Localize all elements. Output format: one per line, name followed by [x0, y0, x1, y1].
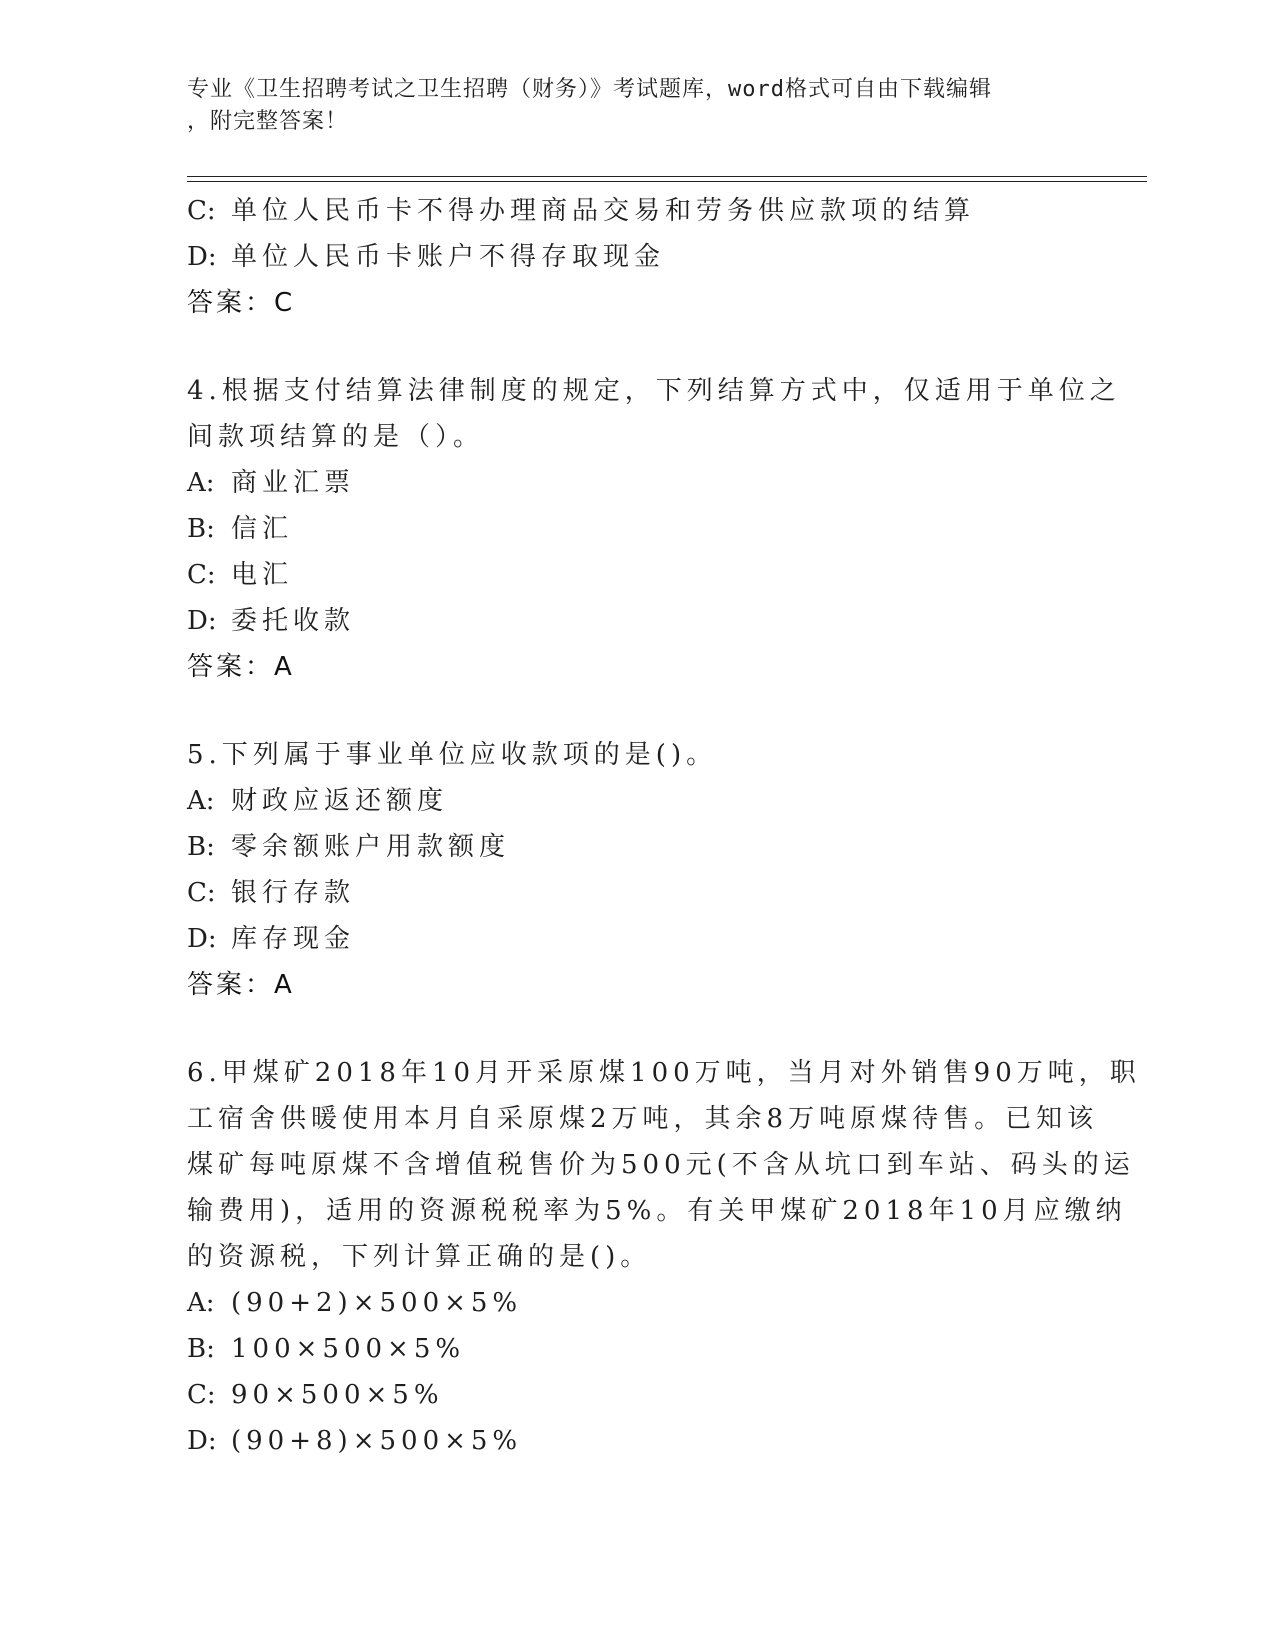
option-text: (90+8)×500×5% [231, 1426, 523, 1456]
question-stem: 输费用)，适用的资源税税率为5%。有关甲煤矿2018年10月应缴纳 [187, 1196, 1127, 1226]
question-stem: 4.根据支付结算法律制度的规定，下列结算方式中，仅适用于单位之 [187, 376, 1121, 406]
option-text: 财政应返还额度 [231, 786, 449, 816]
answer-line: 答案：C [187, 288, 296, 318]
question-stem: 的资源税，下列计算正确的是()。 [187, 1242, 652, 1272]
option-text: 90×500×5% [231, 1380, 444, 1410]
question-content [187, 188, 1141, 1464]
answer-line: 答案：A [187, 652, 295, 682]
option-a [187, 778, 1087, 824]
option-d [187, 1418, 1087, 1464]
question-6 [187, 1050, 1141, 1464]
header-title-line-1: 专业《卫生招聘考试之卫生招聘（财务）》考试题库，word格式可自由下载编辑 [187, 77, 992, 102]
question-stem: 间款项结算的是（）。 [187, 422, 485, 452]
question-stem: 工宿舍供暖使用本月自采原煤2万吨，其余8万吨原煤待售。已知该 [187, 1104, 1099, 1134]
option-text: 信汇 [231, 514, 294, 544]
option-d [187, 598, 1087, 644]
option-b [187, 506, 1087, 552]
option-a [187, 460, 1087, 506]
option-label: A: [187, 468, 215, 498]
option-c [187, 1372, 1087, 1418]
question-3-continued [187, 188, 1087, 326]
option-text: 库存现金 [231, 924, 356, 954]
option-text: 单位人民币卡账户不得存取现金 [231, 242, 666, 272]
option-text: 100×500×5% [231, 1334, 466, 1364]
option-label: D: [187, 242, 217, 272]
option-text: 委托收款 [231, 606, 356, 636]
question-4 [187, 368, 1121, 690]
question-stem: 5.下列属于事业单位应收款项的是()。 [187, 740, 718, 770]
option-label: B: [187, 514, 215, 544]
option-text: 电汇 [231, 560, 294, 590]
option-text: 零余额账户用款额度 [231, 832, 511, 862]
header-divider-bottom [187, 181, 1147, 182]
option-c [187, 552, 1087, 598]
option-d [187, 916, 1087, 962]
option-text: 单位人民币卡不得办理商品交易和劳务供应款项的结算 [231, 196, 976, 226]
option-text: 商业汇票 [231, 468, 356, 498]
option-label: C: [187, 196, 216, 226]
option-b [187, 1326, 1087, 1372]
question-stem: 煤矿每吨原煤不含增值税售价为500元(不含从坑口到车站、码头的运 [187, 1150, 1135, 1180]
answer-line: 答案：A [187, 970, 295, 1000]
header-title-line-2: ，附完整答案！ [187, 109, 349, 134]
option-label: D: [187, 924, 217, 954]
option-b [187, 824, 1087, 870]
option-label: A: [187, 786, 215, 816]
question-stem: 6.甲煤矿2018年10月开采原煤100万吨，当月对外销售90万吨，职 [187, 1058, 1141, 1088]
option-label: C: [187, 878, 216, 908]
option-text: 银行存款 [231, 878, 356, 908]
option-label: A: [187, 1288, 215, 1318]
option-label: C: [187, 1380, 216, 1410]
option-d [187, 234, 1087, 280]
option-c [187, 870, 1087, 916]
option-label: B: [187, 832, 215, 862]
option-text: (90+2)×500×5% [231, 1288, 523, 1318]
document-header [187, 74, 1087, 138]
option-label: D: [187, 1426, 217, 1456]
option-label: D: [187, 606, 217, 636]
option-a [187, 1280, 1087, 1326]
option-label: C: [187, 560, 216, 590]
header-divider-top [187, 176, 1147, 177]
option-c [187, 188, 1087, 234]
option-label: B: [187, 1334, 215, 1364]
question-5 [187, 732, 1087, 1008]
